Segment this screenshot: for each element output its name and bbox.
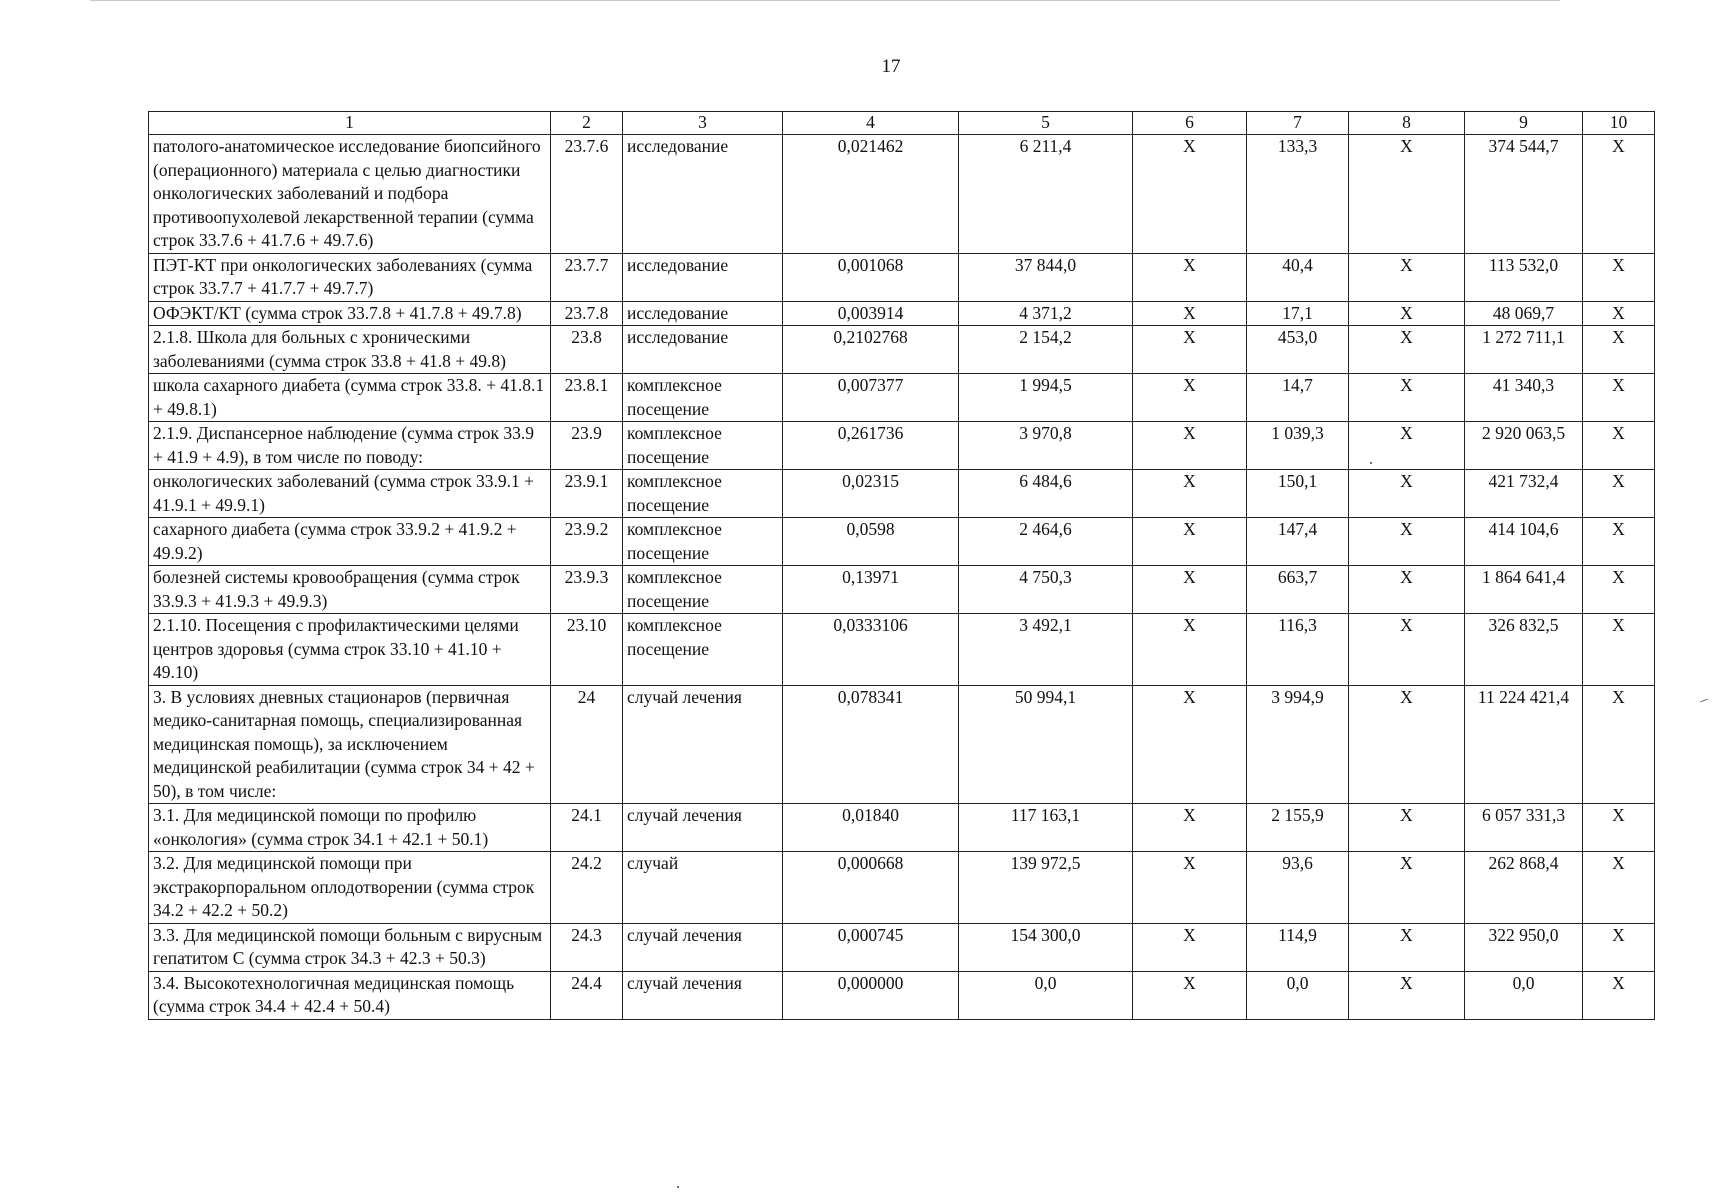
col10-cell: Х xyxy=(1583,852,1655,924)
row-name-cell: онкологических заболеваний (сумма строк 33.9.1 + 41.9.1 + 49.9.1) xyxy=(149,470,551,518)
col4-cell: 0,13971 xyxy=(783,566,959,614)
table-row xyxy=(149,470,1655,518)
row-unit-cell: исследование xyxy=(623,253,783,301)
row-unit-cell: исследование xyxy=(623,301,783,326)
col8-cell: Х xyxy=(1349,301,1465,326)
scan-mark xyxy=(1700,699,1708,703)
page-number: 17 xyxy=(881,56,901,77)
col10-cell: Х xyxy=(1583,374,1655,422)
row-unit-cell: комплексное посещение xyxy=(623,614,783,686)
row-unit-cell: комплексное посещение xyxy=(623,374,783,422)
col6-cell: Х xyxy=(1133,135,1247,254)
col10-cell: Х xyxy=(1583,971,1655,1019)
row-code-cell: 23.8.1 xyxy=(551,374,623,422)
row-unit-cell: исследование xyxy=(623,135,783,254)
scan-speck xyxy=(1370,462,1372,464)
table-row xyxy=(149,685,1655,804)
column-header: 8 xyxy=(1349,112,1465,135)
row-name-cell: 3.3. Для медицинской помощи больным с вирусным гепатитом С (сумма строк 34.3 + 42.3 + 50.3) xyxy=(149,923,551,971)
row-code-cell: 23.9 xyxy=(551,422,623,470)
header-row xyxy=(149,112,1655,135)
col9-cell: 48 069,7 xyxy=(1465,301,1583,326)
row-code-cell: 24.2 xyxy=(551,852,623,924)
col7-cell: 40,4 xyxy=(1247,253,1349,301)
col6-cell: Х xyxy=(1133,374,1247,422)
col6-cell: Х xyxy=(1133,971,1247,1019)
col4-cell: 0,000000 xyxy=(783,971,959,1019)
row-name-cell: 3.4. Высокотехнологичная медицинская помощь (сумма строк 34.4 + 42.4 + 50.4) xyxy=(149,971,551,1019)
col7-cell: 93,6 xyxy=(1247,852,1349,924)
col5-cell: 37 844,0 xyxy=(959,253,1133,301)
col5-cell: 139 972,5 xyxy=(959,852,1133,924)
row-unit-cell: случай лечения xyxy=(623,685,783,804)
col6-cell: Х xyxy=(1133,804,1247,852)
row-code-cell: 24 xyxy=(551,685,623,804)
col9-cell: 414 104,6 xyxy=(1465,518,1583,566)
column-header: 6 xyxy=(1133,112,1247,135)
col5-cell: 117 163,1 xyxy=(959,804,1133,852)
col10-cell: Х xyxy=(1583,470,1655,518)
col9-cell: 322 950,0 xyxy=(1465,923,1583,971)
col10-cell: Х xyxy=(1583,326,1655,374)
col4-cell: 0,003914 xyxy=(783,301,959,326)
column-header: 2 xyxy=(551,112,623,135)
row-code-cell: 23.10 xyxy=(551,614,623,686)
col8-cell: Х xyxy=(1349,923,1465,971)
col7-cell: 17,1 xyxy=(1247,301,1349,326)
col5-cell: 50 994,1 xyxy=(959,685,1133,804)
col7-cell: 133,3 xyxy=(1247,135,1349,254)
col7-cell: 0,0 xyxy=(1247,971,1349,1019)
col5-cell: 3 492,1 xyxy=(959,614,1133,686)
col8-cell: Х xyxy=(1349,971,1465,1019)
col5-cell: 2 154,2 xyxy=(959,326,1133,374)
table-row xyxy=(149,923,1655,971)
col10-cell: Х xyxy=(1583,685,1655,804)
col4-cell: 0,2102768 xyxy=(783,326,959,374)
table-row xyxy=(149,614,1655,686)
row-name-cell: болезней системы кровообращения (сумма строк 33.9.3 + 41.9.3 + 49.9.3) xyxy=(149,566,551,614)
col8-cell: Х xyxy=(1349,422,1465,470)
col4-cell: 0,02315 xyxy=(783,470,959,518)
col6-cell: Х xyxy=(1133,470,1247,518)
col8-cell: Х xyxy=(1349,326,1465,374)
col6-cell: Х xyxy=(1133,253,1247,301)
col8-cell: Х xyxy=(1349,614,1465,686)
col9-cell: 326 832,5 xyxy=(1465,614,1583,686)
row-name-cell: сахарного диабета (сумма строк 33.9.2 + 41.9.2 + 49.9.2) xyxy=(149,518,551,566)
col6-cell: Х xyxy=(1133,923,1247,971)
col10-cell: Х xyxy=(1583,614,1655,686)
col10-cell: Х xyxy=(1583,518,1655,566)
table-row xyxy=(149,422,1655,470)
col9-cell: 0,0 xyxy=(1465,971,1583,1019)
col8-cell: Х xyxy=(1349,518,1465,566)
table-row xyxy=(149,374,1655,422)
col10-cell: Х xyxy=(1583,566,1655,614)
col4-cell: 0,0333106 xyxy=(783,614,959,686)
row-unit-cell: исследование xyxy=(623,326,783,374)
col10-cell: Х xyxy=(1583,804,1655,852)
row-code-cell: 23.8 xyxy=(551,326,623,374)
col4-cell: 0,000745 xyxy=(783,923,959,971)
row-code-cell: 24.3 xyxy=(551,923,623,971)
col9-cell: 374 544,7 xyxy=(1465,135,1583,254)
col6-cell: Х xyxy=(1133,566,1247,614)
col7-cell: 453,0 xyxy=(1247,326,1349,374)
row-name-cell: 3. В условиях дневных стационаров (первичная медико-санитарная помощь, специализированная медицинская помощь), за исключением медицинской реабилитации (сумма строк 34 + 42 + 50), в том числе: xyxy=(149,685,551,804)
col10-cell: Х xyxy=(1583,301,1655,326)
col10-cell: Х xyxy=(1583,253,1655,301)
col9-cell: 1 864 641,4 xyxy=(1465,566,1583,614)
col6-cell: Х xyxy=(1133,614,1247,686)
row-name-cell: 2.1.8. Школа для больных с хроническими заболеваниями (сумма строк 33.8 + 41.8 + 49.8) xyxy=(149,326,551,374)
row-name-cell: ОФЭКТ/КТ (сумма строк 33.7.8 + 41.7.8 + 49.7.8) xyxy=(149,301,551,326)
row-code-cell: 23.7.6 xyxy=(551,135,623,254)
col9-cell: 11 224 421,4 xyxy=(1465,685,1583,804)
table-row xyxy=(149,253,1655,301)
row-name-cell: 2.1.10. Посещения с профилактическими целями центров здоровья (сумма строк 33.10 + 41.10 + 49.10) xyxy=(149,614,551,686)
col5-cell: 6 484,6 xyxy=(959,470,1133,518)
col6-cell: Х xyxy=(1133,422,1247,470)
col10-cell: Х xyxy=(1583,135,1655,254)
column-header: 9 xyxy=(1465,112,1583,135)
table-row xyxy=(149,135,1655,254)
table-row xyxy=(149,518,1655,566)
row-unit-cell: комплексное посещение xyxy=(623,470,783,518)
row-unit-cell: случай лечения xyxy=(623,804,783,852)
col8-cell: Х xyxy=(1349,253,1465,301)
col8-cell: Х xyxy=(1349,566,1465,614)
col9-cell: 2 920 063,5 xyxy=(1465,422,1583,470)
row-code-cell: 23.9.3 xyxy=(551,566,623,614)
row-code-cell: 23.7.7 xyxy=(551,253,623,301)
row-name-cell: ПЭТ-КТ при онкологических заболеваниях (сумма строк 33.7.7 + 41.7.7 + 49.7.7) xyxy=(149,253,551,301)
col4-cell: 0,007377 xyxy=(783,374,959,422)
row-unit-cell: случай лечения xyxy=(623,971,783,1019)
col5-cell: 3 970,8 xyxy=(959,422,1133,470)
data-table xyxy=(148,111,1655,1020)
column-header: 3 xyxy=(623,112,783,135)
row-name-cell: 3.2. Для медицинской помощи при экстракорпоральном оплодотворении (сумма строк 34.2 + 42.2 + 50.2) xyxy=(149,852,551,924)
top-edge-rule xyxy=(90,0,1560,1)
col9-cell: 6 057 331,3 xyxy=(1465,804,1583,852)
col10-cell: Х xyxy=(1583,422,1655,470)
row-code-cell: 23.9.2 xyxy=(551,518,623,566)
col5-cell: 4 371,2 xyxy=(959,301,1133,326)
col4-cell: 0,000668 xyxy=(783,852,959,924)
row-name-cell: школа сахарного диабета (сумма строк 33.8. + 41.8.1 + 49.8.1) xyxy=(149,374,551,422)
col7-cell: 14,7 xyxy=(1247,374,1349,422)
row-name-cell: 2.1.9. Диспансерное наблюдение (сумма строк 33.9 + 41.9 + 4.9), в том числе по поводу: xyxy=(149,422,551,470)
row-unit-cell: комплексное посещение xyxy=(623,518,783,566)
column-header: 1 xyxy=(149,112,551,135)
col6-cell: Х xyxy=(1133,852,1247,924)
table-row xyxy=(149,971,1655,1019)
table-row xyxy=(149,326,1655,374)
col7-cell: 663,7 xyxy=(1247,566,1349,614)
col5-cell: 2 464,6 xyxy=(959,518,1133,566)
row-code-cell: 24.1 xyxy=(551,804,623,852)
col4-cell: 0,021462 xyxy=(783,135,959,254)
col9-cell: 421 732,4 xyxy=(1465,470,1583,518)
table-row xyxy=(149,852,1655,924)
table-row xyxy=(149,566,1655,614)
col5-cell: 1 994,5 xyxy=(959,374,1133,422)
col5-cell: 0,0 xyxy=(959,971,1133,1019)
row-code-cell: 24.4 xyxy=(551,971,623,1019)
col9-cell: 1 272 711,1 xyxy=(1465,326,1583,374)
col4-cell: 0,078341 xyxy=(783,685,959,804)
col7-cell: 150,1 xyxy=(1247,470,1349,518)
col4-cell: 0,001068 xyxy=(783,253,959,301)
col8-cell: Х xyxy=(1349,685,1465,804)
col6-cell: Х xyxy=(1133,301,1247,326)
column-header: 10 xyxy=(1583,112,1655,135)
col5-cell: 154 300,0 xyxy=(959,923,1133,971)
col10-cell: Х xyxy=(1583,923,1655,971)
col9-cell: 262 868,4 xyxy=(1465,852,1583,924)
row-name-cell: 3.1. Для медицинской помощи по профилю «онкология» (сумма строк 34.1 + 42.1 + 50.1) xyxy=(149,804,551,852)
col7-cell: 147,4 xyxy=(1247,518,1349,566)
col7-cell: 2 155,9 xyxy=(1247,804,1349,852)
column-header: 7 xyxy=(1247,112,1349,135)
row-unit-cell: случай xyxy=(623,852,783,924)
col8-cell: Х xyxy=(1349,470,1465,518)
col9-cell: 113 532,0 xyxy=(1465,253,1583,301)
row-code-cell: 23.9.1 xyxy=(551,470,623,518)
col6-cell: Х xyxy=(1133,518,1247,566)
col5-cell: 6 211,4 xyxy=(959,135,1133,254)
col8-cell: Х xyxy=(1349,374,1465,422)
col8-cell: Х xyxy=(1349,852,1465,924)
col8-cell: Х xyxy=(1349,135,1465,254)
col4-cell: 0,01840 xyxy=(783,804,959,852)
col5-cell: 4 750,3 xyxy=(959,566,1133,614)
col4-cell: 0,261736 xyxy=(783,422,959,470)
col9-cell: 41 340,3 xyxy=(1465,374,1583,422)
col7-cell: 3 994,9 xyxy=(1247,685,1349,804)
col7-cell: 1 039,3 xyxy=(1247,422,1349,470)
scan-speck xyxy=(677,1186,679,1188)
col7-cell: 116,3 xyxy=(1247,614,1349,686)
row-unit-cell: комплексное посещение xyxy=(623,422,783,470)
table-row xyxy=(149,301,1655,326)
column-header: 4 xyxy=(783,112,959,135)
col7-cell: 114,9 xyxy=(1247,923,1349,971)
row-code-cell: 23.7.8 xyxy=(551,301,623,326)
table-row xyxy=(149,804,1655,852)
row-unit-cell: комплексное посещение xyxy=(623,566,783,614)
col6-cell: Х xyxy=(1133,326,1247,374)
col4-cell: 0,0598 xyxy=(783,518,959,566)
column-header: 5 xyxy=(959,112,1133,135)
col6-cell: Х xyxy=(1133,685,1247,804)
row-name-cell: патолого-анатомическое исследование биопсийного (операционного) материала с целью диагностики онкологических заболеваний и подбора противоопухолевой лекарственной терапии (сумма строк 33.7.6 + 41.7.6 + 49.7.6) xyxy=(149,135,551,254)
col8-cell: Х xyxy=(1349,804,1465,852)
row-unit-cell: случай лечения xyxy=(623,923,783,971)
